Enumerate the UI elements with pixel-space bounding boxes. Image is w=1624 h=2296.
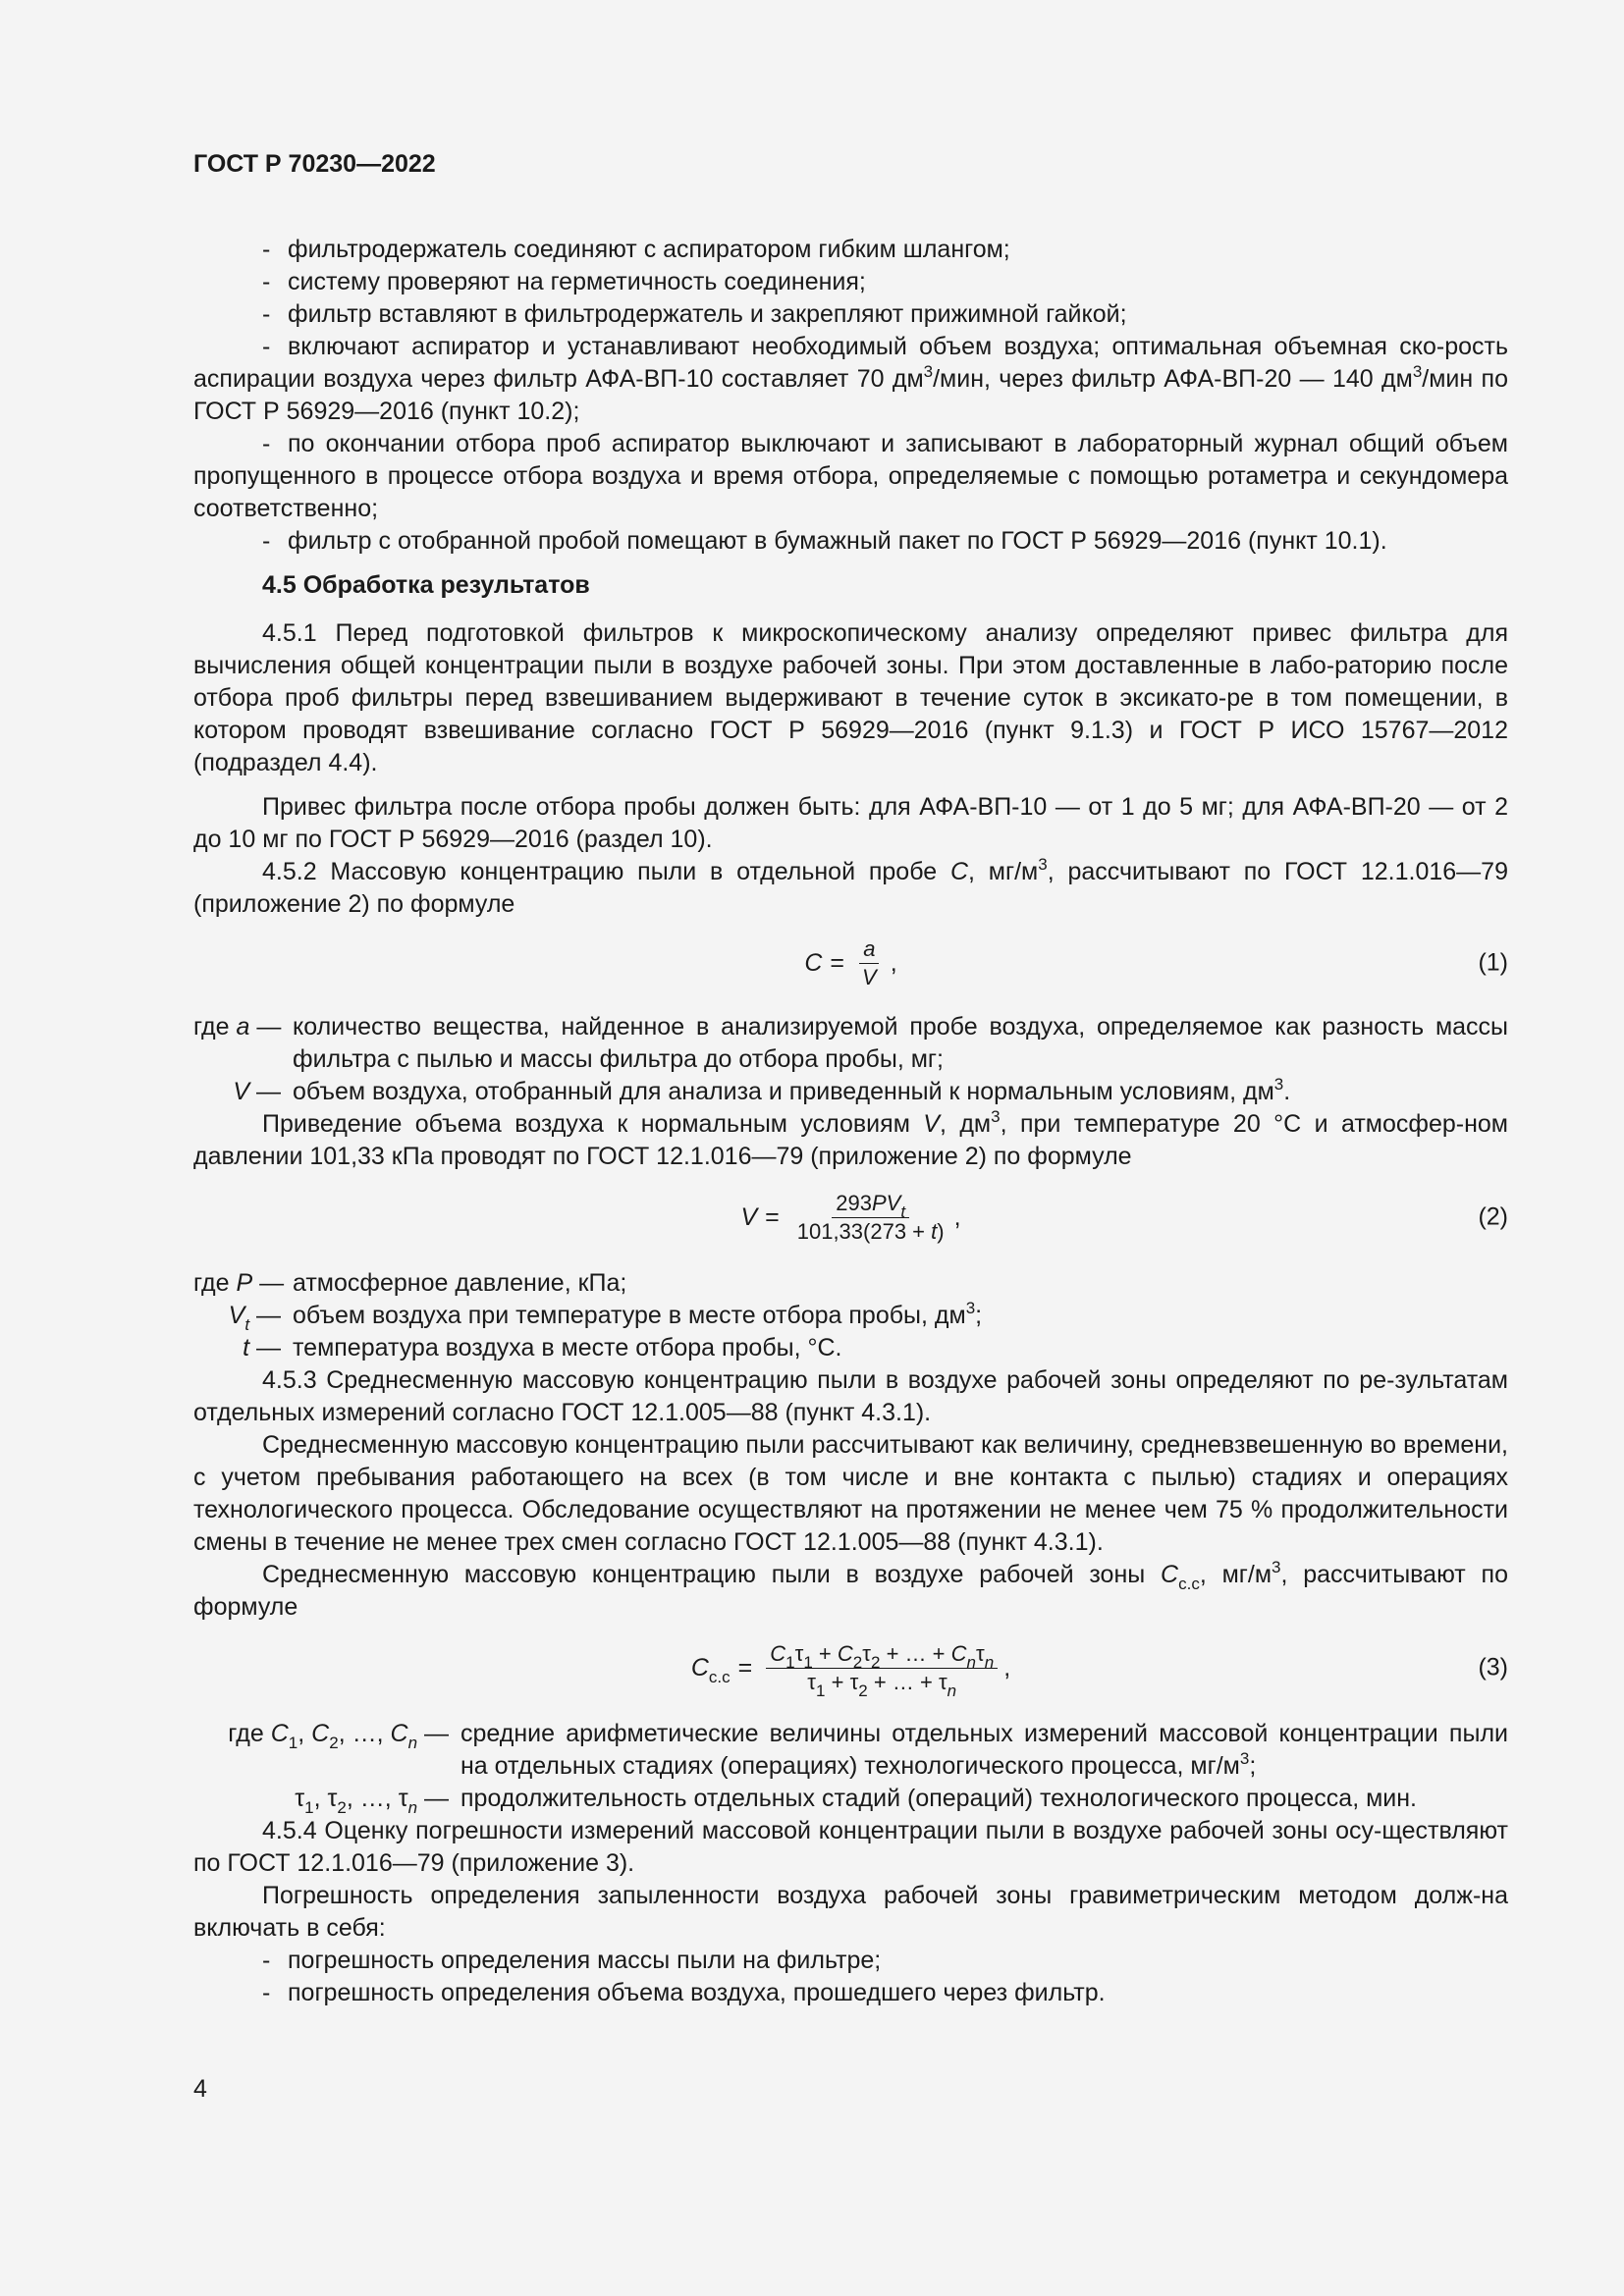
where-definition: продолжительность отдельных стадий (операций) технологического процесса, мин.	[460, 1785, 1417, 1812]
text: объем воздуха, отобранный для анализа и приведенный к нормальным условиям, дм	[293, 1078, 1274, 1105]
plus-sign: +	[831, 1669, 844, 1694]
ellipsis: …	[352, 1720, 377, 1747]
symbol-a: a	[236, 1013, 250, 1041]
ellipsis: …	[359, 1785, 385, 1812]
separator: ,	[313, 1785, 328, 1812]
number-text: 293	[836, 1190, 872, 1215]
formula-number: (2)	[1478, 1202, 1508, 1231]
bullet-text: погрешность определения массы пыли на фильтре;	[288, 1947, 882, 1974]
formula-1	[193, 921, 1508, 1005]
where-definition	[293, 1300, 1508, 1332]
formula-number: (3)	[1478, 1653, 1508, 1682]
where-label: где	[193, 1013, 230, 1041]
equals-sign: =	[765, 1202, 780, 1231]
text: , рассчитывают по ГОСТ 12.1.016—79 (приложение 2) по формуле	[193, 858, 1508, 918]
text: .	[1283, 1078, 1291, 1105]
subscript: с.с	[1178, 1575, 1200, 1593]
fraction-numerator	[832, 1190, 909, 1221]
superscript: 3	[965, 1299, 976, 1317]
variable: C	[690, 1653, 709, 1682]
formula-body	[740, 1192, 960, 1244]
paragraph-average: Среднесменную массовую концентрацию пыли рассчитывают как величину, средневзвешенную во времени, с учетом пребывания работающего на всех (в том числе и вне контакта с пылью) стадиях и операциях технологического процесса. Обследование осуществляют на протяжении не менее чем 75 % продолжительности смены в течение не менее трех смен согласно ГОСТ 12.1.005—88 (пункт 4.3.1).	[193, 1431, 1508, 1556]
plus-sign: +	[886, 1640, 899, 1666]
bullet-text: фильтр с отобранной пробой помещают в бумажный пакет по ГОСТ Р 56929—2016 (пункт 10.1).	[288, 527, 1387, 555]
paragraph-4-5-4: 4.5.4 Оценку погрешности измерений массовой концентрации пыли в воздухе рабочей зоны осу-ществляют по ГОСТ 12.1.016—79 (приложение 3).	[193, 1817, 1508, 1877]
subscript: 2	[870, 1652, 881, 1672]
document-code-header: ГОСТ Р 70230—2022	[193, 150, 436, 178]
symbol-c: C	[270, 1720, 289, 1747]
formula-3	[193, 1624, 1508, 1712]
where-definition: температура воздуха в месте отбора пробы, °С.	[293, 1334, 842, 1362]
text: Приведение объема воздуха к нормальным условиям	[262, 1110, 924, 1138]
symbol-t: t	[243, 1334, 250, 1362]
symbol-vt: V	[228, 1302, 245, 1329]
subscript: 1	[816, 1681, 826, 1700]
em-dash: —	[424, 1785, 449, 1812]
bullet-item	[193, 1977, 1508, 2009]
subscript: t	[244, 1315, 250, 1334]
bullet-text: систему проверяют на герметичность соединения;	[288, 268, 866, 295]
separator: ,	[376, 1720, 391, 1747]
text: ;	[975, 1302, 983, 1329]
variable: τ	[849, 1669, 859, 1694]
separator: ,	[384, 1785, 399, 1812]
subscript: n	[947, 1681, 957, 1700]
subscript: 2	[337, 1798, 347, 1817]
bullet-item	[193, 331, 1508, 428]
fraction-numerator: a	[859, 937, 879, 964]
fraction-denominator: V	[862, 964, 877, 989]
paragraph-4-5-3: 4.5.3 Среднесменную массовую концентрацию пыли в воздухе рабочей зоны определяют по ре-зультатам отдельных измерений согласно ГОСТ 12.1.005—88 (пункт 4.3.1).	[193, 1366, 1508, 1426]
comma: ,	[953, 1202, 961, 1231]
em-dash: —	[256, 1302, 281, 1329]
fraction	[793, 1192, 948, 1244]
ellipsis: …	[904, 1640, 927, 1666]
em-dash: —	[256, 1334, 281, 1362]
plus-sign: +	[919, 1669, 933, 1694]
bullet-item	[193, 428, 1508, 525]
variable: τ	[794, 1640, 804, 1666]
bullet-dash: -	[262, 333, 271, 360]
where-label: где	[228, 1720, 264, 1747]
bullet-dash: -	[262, 300, 271, 328]
where-symbol	[193, 1076, 281, 1108]
text: объем воздуха при температуре в месте отбора пробы, дм	[293, 1302, 966, 1329]
equals-sign: =	[737, 1653, 753, 1682]
separator: ,	[298, 1720, 312, 1747]
subscript: t	[900, 1201, 906, 1221]
superscript: 3	[991, 1107, 1001, 1126]
superscript: 3	[1272, 1558, 1281, 1576]
bullet-dash: -	[262, 527, 271, 555]
subscript: с.с	[708, 1667, 731, 1686]
formula-body	[804, 937, 896, 989]
where-symbol	[193, 1718, 449, 1783]
bullet-text: фильтр вставляют в фильтродержатель и закрепляют прижимной гайкой;	[288, 300, 1127, 328]
bullet-item	[193, 234, 1508, 266]
page-number: 4	[193, 2075, 207, 2103]
comma: ,	[1003, 1653, 1011, 1682]
bullet-dash: -	[262, 430, 271, 457]
equals-sign: =	[830, 948, 845, 977]
variable: τ	[938, 1669, 947, 1694]
symbol-c: C	[390, 1720, 408, 1747]
subscript: 1	[304, 1798, 314, 1817]
fraction-denominator	[793, 1218, 948, 1244]
separator: ,	[338, 1720, 352, 1747]
where-definition: количество вещества, найденное в анализируемой пробе воздуха, определяемое как разность массы фильтра с пылью и массы фильтра до отбора пробы, мг;	[293, 1013, 1508, 1073]
bullet-text: /мин по ГОСТ Р 56929—2016 (пункт 10.2);	[193, 365, 1508, 425]
section-title: 4.5 Обработка результатов	[262, 571, 590, 599]
fraction-denominator	[803, 1669, 960, 1700]
where-symbol	[193, 1011, 281, 1076]
superscript: 3	[1038, 855, 1048, 874]
symbol-v: V	[233, 1078, 250, 1105]
formula-number: (1)	[1478, 948, 1508, 977]
bullet-item	[193, 266, 1508, 298]
text: , дм	[939, 1110, 992, 1138]
variable: τ	[862, 1640, 871, 1666]
subscript: n	[407, 1734, 418, 1752]
superscript: 3	[1412, 362, 1423, 381]
variable: PV	[871, 1190, 901, 1215]
fraction	[858, 937, 881, 989]
bullet-text: фильтродержатель соединяют с аспиратором гибким шлангом;	[288, 236, 1010, 263]
bullet-item	[193, 525, 1508, 558]
paragraph-error: Погрешность определения запыленности воздуха рабочей зоны гравиметрическим методом долж-на включать в себя:	[193, 1882, 1508, 1942]
subscript: 2	[858, 1681, 868, 1700]
text: средние арифметические величины отдельных измерений массовой концентрации пыли на отдельных стадиях (операциях) технологического процесса, мг/м	[460, 1720, 1508, 1780]
superscript: 3	[1239, 1749, 1250, 1768]
plus-sign: +	[818, 1640, 832, 1666]
separator: ,	[346, 1785, 360, 1812]
bullet-text: включают аспиратор и устанавливают необходимый объем воздуха; оптимальная объемная ско-рость аспирации воздуха через фильтр АФА-ВП-10 составляет 70 дм	[193, 333, 1508, 393]
em-dash: —	[256, 1078, 281, 1105]
subscript: 2	[329, 1734, 339, 1752]
text: , рассчитывают по формуле	[193, 1561, 1508, 1621]
superscript: 3	[923, 362, 934, 381]
variable: t	[931, 1218, 938, 1244]
number-text: 101,33(273 +	[796, 1218, 932, 1244]
formula-2	[193, 1173, 1508, 1261]
paragraph-average-formula	[193, 1559, 1508, 1624]
symbol-tau: τ	[295, 1785, 305, 1812]
symbol-p: P	[236, 1269, 253, 1297]
text: 4.5.2 Массовую концентрацию пыли в отдельной пробе	[262, 858, 950, 885]
fraction	[766, 1640, 998, 1700]
where-block-3	[193, 1718, 1508, 1815]
subscript: n	[966, 1652, 977, 1672]
em-dash: —	[256, 1013, 282, 1041]
comma: ,	[890, 948, 897, 977]
variable: C	[950, 1640, 967, 1666]
variable: C	[1161, 1561, 1179, 1588]
where-symbol	[193, 1332, 281, 1364]
symbol-tau: τ	[327, 1785, 338, 1812]
subscript: 1	[785, 1652, 795, 1672]
subscript: n	[407, 1798, 418, 1817]
plus-sign: +	[873, 1669, 887, 1694]
subscript: n	[984, 1652, 995, 1672]
bullet-dash: -	[262, 268, 271, 295]
text: , мг/м	[968, 858, 1039, 885]
subscript: 2	[852, 1652, 863, 1672]
number-text: )	[937, 1218, 945, 1244]
variable: C	[770, 1640, 786, 1666]
where-label: где	[193, 1269, 230, 1297]
where-definition: атмосферное давление, кПа;	[293, 1269, 627, 1297]
where-symbol	[193, 1267, 285, 1300]
variable: τ	[976, 1640, 985, 1666]
subscript: 1	[288, 1734, 298, 1752]
variable: V	[923, 1110, 940, 1138]
variable: τ	[807, 1669, 816, 1694]
bullet-text: погрешность определения объема воздуха, прошедшего через фильтр.	[288, 1979, 1106, 2006]
bullet-text: по окончании отбора проб аспиратор выключают и записывают в лабораторный журнал общий объем пропущенного в процессе отбора воздуха и время отбора, определяемые с помощью ротаметра и секундомера соответственно;	[193, 430, 1508, 522]
symbol-c: C	[311, 1720, 330, 1747]
text: Среднесменную массовую концентрацию пыли в воздухе рабочей зоны	[262, 1561, 1162, 1588]
variable: C	[949, 858, 969, 885]
bullet-item	[193, 298, 1508, 331]
bullet-dash: -	[262, 236, 271, 263]
ellipsis: …	[892, 1669, 914, 1694]
em-dash: —	[424, 1720, 449, 1747]
paragraph-filter-weight: Привес фильтра после отбора пробы должен быть: для АФА-ВП-10 — от 1 до 5 мг; для АФА-ВП-20 — от 2 до 10 мг по ГОСТ Р 56929—2016 (раздел 10).	[193, 793, 1508, 853]
paragraph-4-5-1: 4.5.1 Перед подготовкой фильтров к микроскопическому анализу определяют привес фильтра для вычисления общей концентрации пыли в воздухе рабочей зоны. При этом доставленные в лабо-раторию после отбора проб фильтры перед взвешиванием выдерживают в течение суток в эксикато-ре в том помещении, в котором проводят взвешивание согласно ГОСТ Р 56929—2016 (пункт 9.1.3) и ГОСТ Р ИСО 15767—2012 (подраздел 4.4).	[193, 619, 1508, 776]
text: , мг/м	[1199, 1561, 1272, 1588]
em-dash: —	[259, 1269, 285, 1297]
formula-lhs: C	[804, 948, 823, 977]
formula-lhs: V	[740, 1202, 758, 1231]
bullet-text: /мин, через фильтр АФА-ВП-20 — 140 дм	[933, 365, 1413, 393]
formula-body	[690, 1640, 1011, 1700]
formula-lhs	[691, 1652, 731, 1684]
document-body	[193, 234, 1508, 2009]
text: , при температуре 20 °С и атмосфер-ном давлении 101,33 кПа проводят по ГОСТ 12.1.016—79 (приложение 2) по формуле	[193, 1110, 1508, 1170]
where-definition	[293, 1076, 1508, 1108]
bullet-dash: -	[262, 1979, 271, 2006]
fraction-numerator	[766, 1640, 998, 1672]
bullet-item	[193, 1945, 1508, 1977]
where-symbol	[193, 1783, 449, 1815]
paragraph-normal-conditions	[193, 1108, 1508, 1173]
plus-sign: +	[932, 1640, 946, 1666]
text: ;	[1249, 1752, 1257, 1780]
where-symbol	[193, 1300, 281, 1332]
where-block-2	[193, 1267, 1508, 1364]
paragraph-4-5-2	[193, 856, 1508, 921]
symbol-tau: τ	[398, 1785, 408, 1812]
bullet-dash: -	[262, 1947, 271, 1974]
subscript: 1	[803, 1652, 813, 1672]
where-definition	[460, 1718, 1508, 1783]
where-block-1	[193, 1011, 1508, 1108]
variable: C	[837, 1640, 853, 1666]
superscript: 3	[1273, 1075, 1284, 1094]
